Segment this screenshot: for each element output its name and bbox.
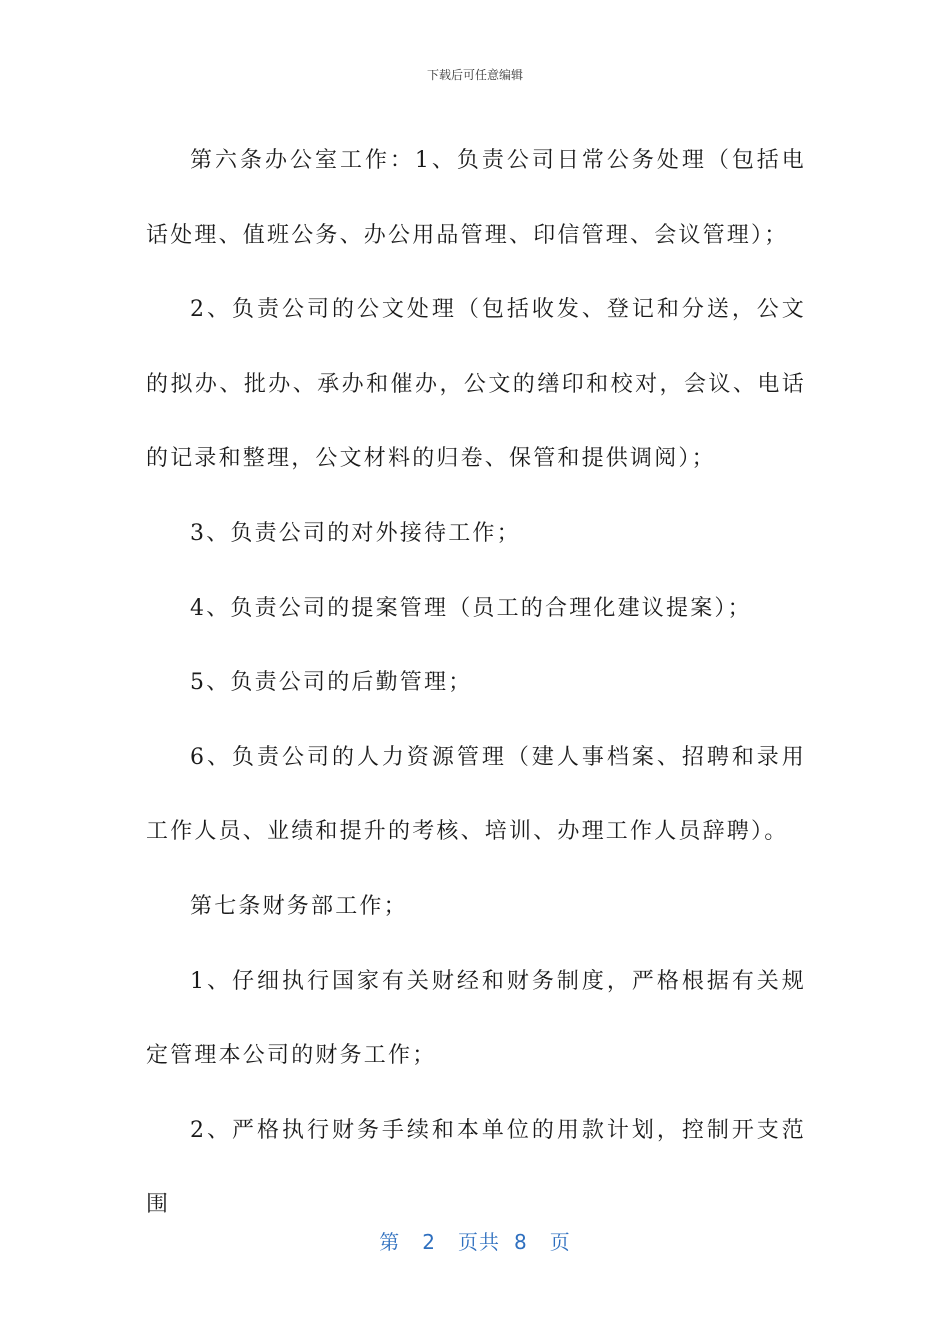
paragraph: 4、负责公司的提案管理（员工的合理化建议提案）； (190, 595, 752, 621)
paragraph: 5、负责公司的后勤管理； (190, 670, 473, 696)
page-footer (0, 1226, 950, 1255)
paragraph: 第六条办公室工作：1、负责公司日常公务处理（包括电话处理、值班公务、办公用品管理、印信管理、会议管理）； (146, 148, 806, 248)
footer-total-pages: 8 (514, 1230, 528, 1254)
paragraph: 第七条财务部工作； (190, 893, 408, 919)
footer-prefix: 第 (379, 1230, 401, 1254)
paragraph: 6、负责公司的人力资源管理（建人事档案、招聘和录用工作人员、业绩和提升的考核、培训、办理工作人员辞聘）。 (146, 744, 806, 845)
footer-suffix: 页 (549, 1230, 571, 1254)
paragraph: 2、严格执行财务手续和本单位的用款计划，控制开支范围 (146, 1117, 806, 1218)
footer-middle: 页共 (458, 1230, 500, 1254)
paragraph: 3、负责公司的对外接待工作； (190, 520, 521, 546)
paragraph: 1、仔细执行国家有关财经和财务制度，严格根据有关规定管理本公司的财务工作； (146, 968, 806, 1069)
footer-current-page: 2 (422, 1230, 436, 1254)
document-body (146, 124, 806, 1243)
paragraph: 2、负责公司的公文处理（包括收发、登记和分送，公文的拟办、批办、承办和催办，公文的缮印和校对，会议、电话的记录和整理，公文材料的归卷、保管和提供调阅）； (146, 297, 806, 472)
header-note: 下载后可任意编辑 (426, 68, 523, 82)
